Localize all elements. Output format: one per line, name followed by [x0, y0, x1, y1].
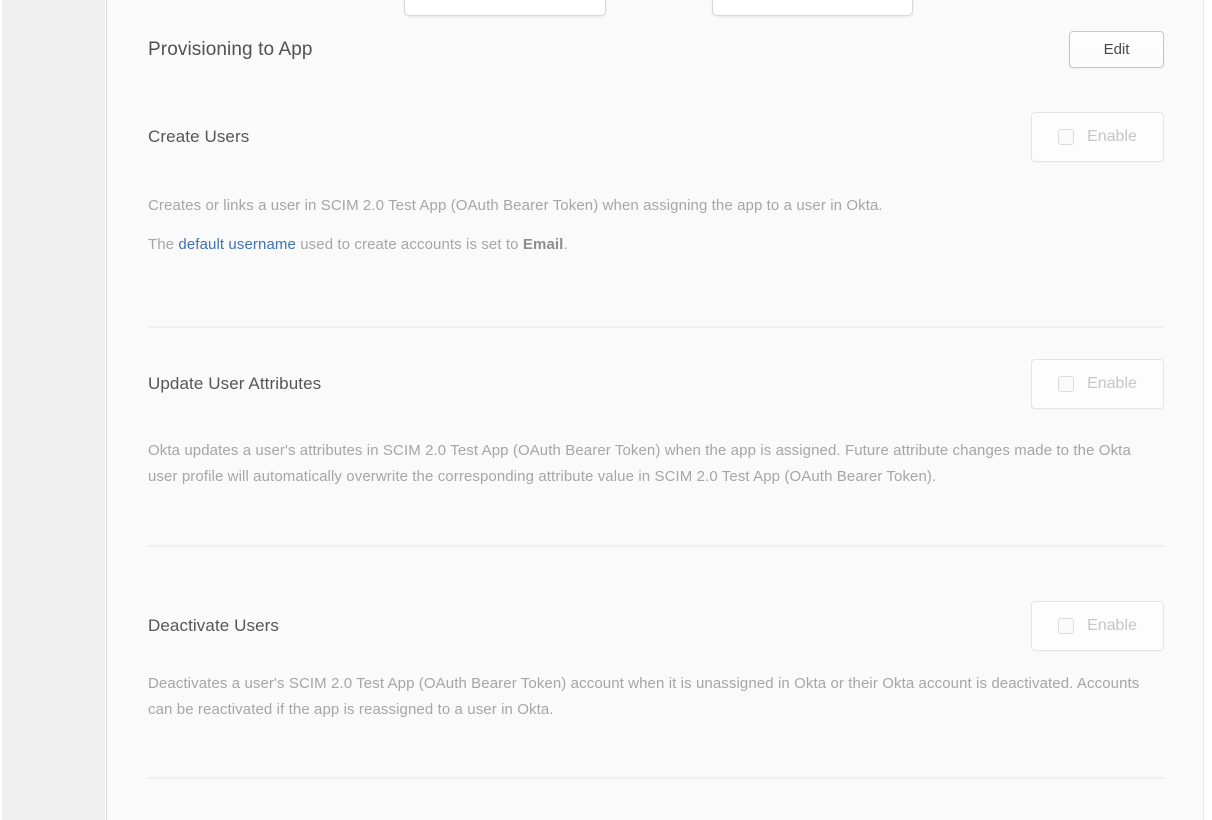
enable-checkbox[interactable] [1058, 129, 1074, 145]
enable-label: Enable [1087, 375, 1137, 392]
section-deactivate-users [148, 601, 1164, 651]
default-username-link[interactable]: default username [178, 236, 296, 253]
provisioning-panel [106, 0, 1204, 820]
section-create-users [148, 112, 1164, 162]
enable-label: Enable [1087, 128, 1137, 145]
create-users-title: Create Users [148, 127, 250, 146]
create-users-enable-button[interactable] [1031, 112, 1164, 162]
page-title: Provisioning to App [148, 38, 313, 60]
section-update-user-attributes [148, 359, 1164, 409]
username-value: Email [522, 236, 564, 253]
cutoff-field-right[interactable] [712, 0, 913, 16]
enable-checkbox[interactable] [1058, 618, 1074, 634]
username-line-middle: used to create accounts is set to [295, 236, 523, 253]
update-user-attributes-enable-button[interactable] [1031, 359, 1164, 409]
edit-button[interactable]: Edit [1069, 31, 1164, 68]
section-divider [148, 545, 1164, 547]
username-line-prefix: The [148, 236, 179, 253]
section-divider [148, 777, 1164, 779]
section-divider [148, 326, 1164, 328]
enable-checkbox[interactable] [1058, 376, 1074, 392]
default-username-line [148, 232, 1164, 258]
create-users-description: Creates or links a user in SCIM 2.0 Test App (OAuth Bearer Token) when assigning the app to a user in Okta. [148, 197, 883, 214]
enable-label: Enable [1087, 617, 1137, 634]
deactivate-users-enable-button[interactable] [1031, 601, 1164, 651]
username-line-suffix: . [563, 236, 568, 253]
left-sidebar [2, 0, 105, 820]
deactivate-users-description: Deactivates a user's SCIM 2.0 Test App (OAuth Bearer Token) account when it is unassigned in Okta or their Okta account is deactivated. Accounts can be reactivated if the app is reassigned to a user in Okta. [148, 675, 1140, 718]
update-user-attributes-description: Okta updates a user's attributes in SCIM 2.0 Test App (OAuth Bearer Token) when the app is assigned. Future attribute changes made to the Okta user profile will automatically overwrite the corresponding attribute value in SCIM 2.0 Test App (OAuth Bearer Token). [148, 442, 1131, 485]
deactivate-users-title: Deactivate Users [148, 616, 280, 635]
panel-header [148, 31, 1164, 68]
update-user-attributes-title: Update User Attributes [148, 374, 322, 393]
cutoff-field-left[interactable] [404, 0, 606, 16]
